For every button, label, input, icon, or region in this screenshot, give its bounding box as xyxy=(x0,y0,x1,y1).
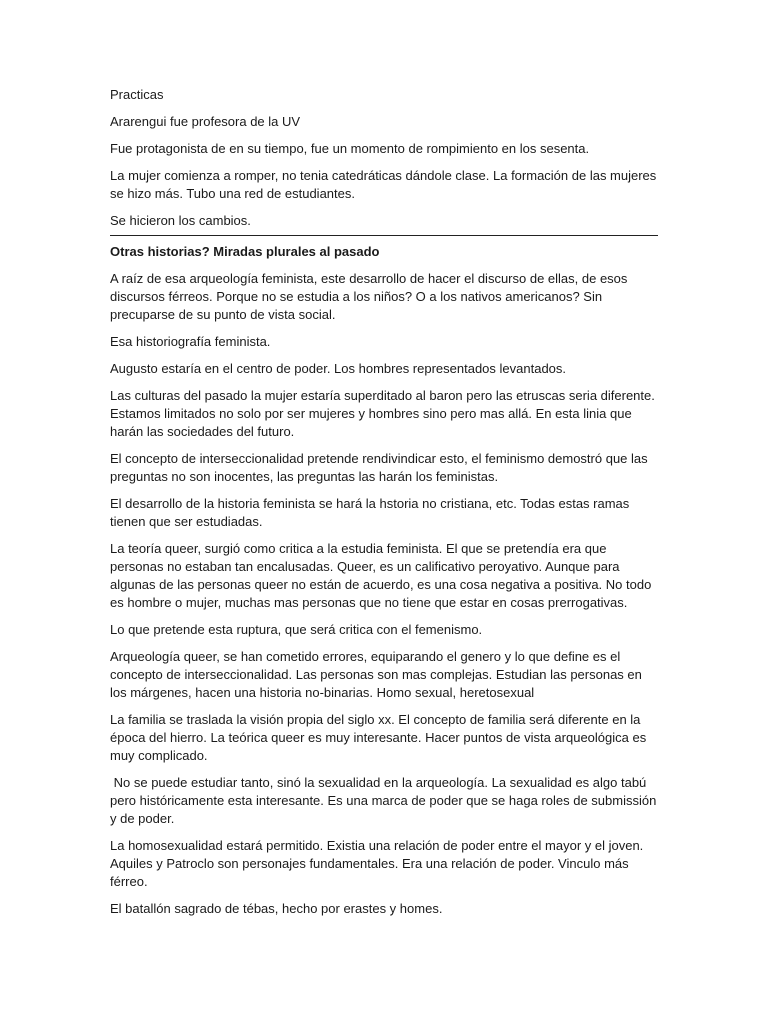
paragraph-augusto: Augusto estaría en el centro de poder. Los hombres representados levantados. xyxy=(110,361,567,376)
paragraph-familia: La familia se traslada la visión propia del siglo xx. El concepto de familia será diferente en la época del hierro. La teórica queer es muy interesante. Hacer puntos de vista arqueológica es muy complicado. xyxy=(110,712,650,763)
paragraph-arqueologia-feminista: A raíz de esa arqueología feminista, este desarrollo de hacer el discurso de ellas, de esos discursos férreos. Porque no se estudia a los niños? O a los nativos americanos? Sin precuparse de su punto de vista social. xyxy=(110,271,632,322)
paragraph-protagonista: Fue protagonista de en su tiempo, fue un momento de rompimiento en los sesenta. xyxy=(110,141,590,156)
paragraph-homosexualidad: La homosexualidad estará permitido. Existia una relación de poder entre el mayor y el joven. Aquiles y Patroclo son personajes fundamentales. Era una relación de poder. Vinculo más férreo. xyxy=(110,838,647,889)
paragraph-teoria-queer: La teoría queer, surgió como critica a la estudia feminista. El que se pretendía era que personas no estaban tan encalusadas. Queer, es un calificativo peroyativo. Aunque para algunas de las personas queer no están de acuerdo, es una cosa negativa a positiva. No todo es hombre o mujer, muchas mas personas que no tiene que estar en cosas prerrogativas. xyxy=(110,541,655,610)
document-page xyxy=(110,86,658,927)
paragraph-arqueologia-queer: Arqueología queer, se han cometido errores, equiparando el genero y lo que define es el concepto de interseccionalidad. Las personas son mas complejas. Estudian las personas en los márgenes, hacen una historia no-binarias. Homo sexual, heretosexual xyxy=(110,649,646,700)
paragraph-batallon: El batallón sagrado de tébas, hecho por erastes y homes. xyxy=(110,901,443,916)
paragraph-mujer-romper: La mujer comienza a romper, no tenia catedráticas dándole clase. La formación de las mujeres se hizo más. Tubo una red de estudiantes. xyxy=(110,168,660,201)
paragraph-practicas: Practicas xyxy=(110,87,164,102)
paragraph-historia-feminista: El desarrollo de la historia feminista se hará la hstoria no cristiana, etc. Todas estas ramas tienen que ser estudiadas. xyxy=(110,496,633,529)
paragraph-culturas-pasado: Las culturas del pasado la mujer estaría superditado al baron pero las etruscas seria diferente. Estamos limitados no solo por ser mujeres y hombres sino pero mas allá. En esta linia que harán las sociedades del futuro. xyxy=(110,388,659,439)
horizontal-divider xyxy=(110,235,658,236)
paragraph-historiografia: Esa historiografía feminista. xyxy=(110,334,271,349)
paragraph-interseccionalidad: El concepto de interseccionalidad pretende rendivindicar esto, el feminismo demostró que las preguntas no son inocentes, las preguntas las harán los feministas. xyxy=(110,451,652,484)
paragraph-ararengui: Ararengui fue profesora de la UV xyxy=(110,114,301,129)
paragraph-cambios: Se hicieron los cambios. xyxy=(110,213,251,228)
paragraph-sexualidad: No se puede estudiar tanto, sinó la sexualidad en la arqueología. La sexualidad es algo tabú pero históricamente esta interesante. Es una marca de poder que se haga roles de submissión y de poder. xyxy=(110,775,660,826)
paragraph-ruptura: Lo que pretende esta ruptura, que será critica con el femenismo. xyxy=(110,622,483,637)
section-heading: Otras historias? Miradas plurales al pasado xyxy=(110,244,380,259)
